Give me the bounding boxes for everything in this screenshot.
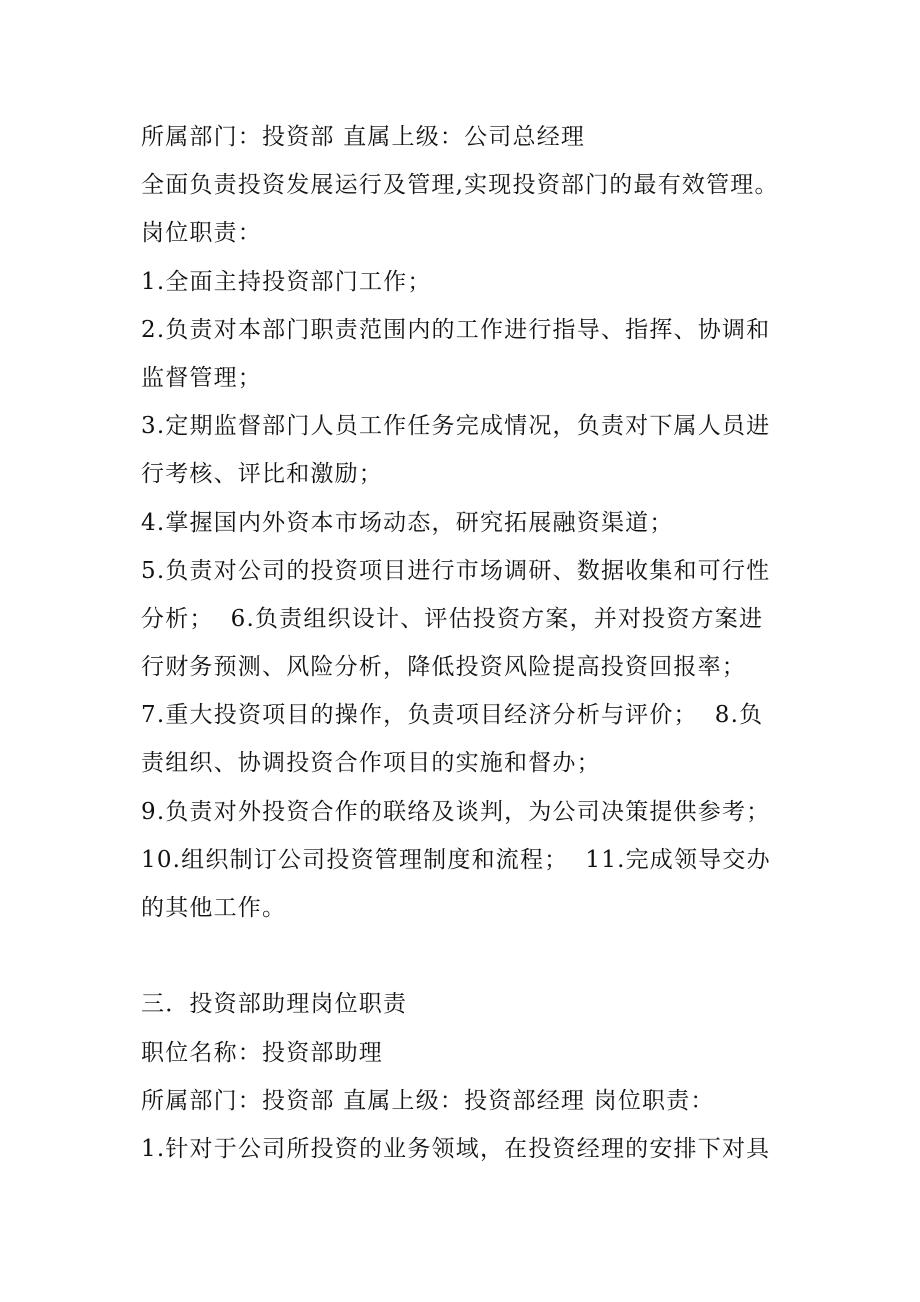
text-line: 分析； 6.负责组织设计、评估投资方案，并对投资方案进	[141, 605, 764, 632]
list-item: 7.重大投资项目的操作，负责项目经济分析与评价； 8.负	[141, 702, 764, 729]
text-line: 所属部门：投资部 直属上级：公司总经理	[141, 124, 586, 150]
text-line: 行财务预测、风险分析，降低投资风险提高投资回报率；	[141, 654, 746, 681]
text-line: 全面负责投资发展运行及管理,实现投资部门的最有效管理。	[141, 172, 779, 199]
list-item: 1.全面主持投资部门工作；	[141, 268, 432, 295]
list-item: 5.负责对公司的投资项目进行市场调研、数据收集和可行性	[141, 557, 771, 584]
text-line: 岗位职责：	[141, 220, 262, 247]
text-line: 监督管理；	[141, 364, 262, 391]
list-item: 10.组织制订公司投资管理制度和流程； 11.完成领导交办	[141, 846, 771, 873]
section-heading: 三．投资部助理岗位职责	[141, 991, 408, 1018]
text-line: 行考核、评比和激励；	[141, 461, 383, 488]
paragraph-gap	[141, 932, 821, 980]
list-item: 3.定期监督部门人员工作任务完成情况，负责对下属人员进	[141, 413, 771, 440]
list-item: 4.掌握国内外资本市场动态，研究拓展融资渠道；	[141, 509, 674, 536]
text-line: 责组织、协调投资合作项目的实施和督办；	[141, 750, 601, 777]
list-item: 2.负责对本部门职责范围内的工作进行指导、指挥、协调和	[141, 316, 771, 343]
text-line: 所属部门：投资部 直属上级：投资部经理 岗位职责：	[141, 1087, 715, 1114]
document-body	[141, 113, 821, 1173]
text-line: 职位名称：投资部助理	[141, 1039, 383, 1066]
list-item: 1.针对于公司所投资的业务领域，在投资经理的安排下对具	[141, 1135, 771, 1162]
list-item: 9.负责对外投资合作的联络及谈判，为公司决策提供参考；	[141, 798, 771, 825]
text-line: 的其他工作。	[141, 895, 287, 921]
